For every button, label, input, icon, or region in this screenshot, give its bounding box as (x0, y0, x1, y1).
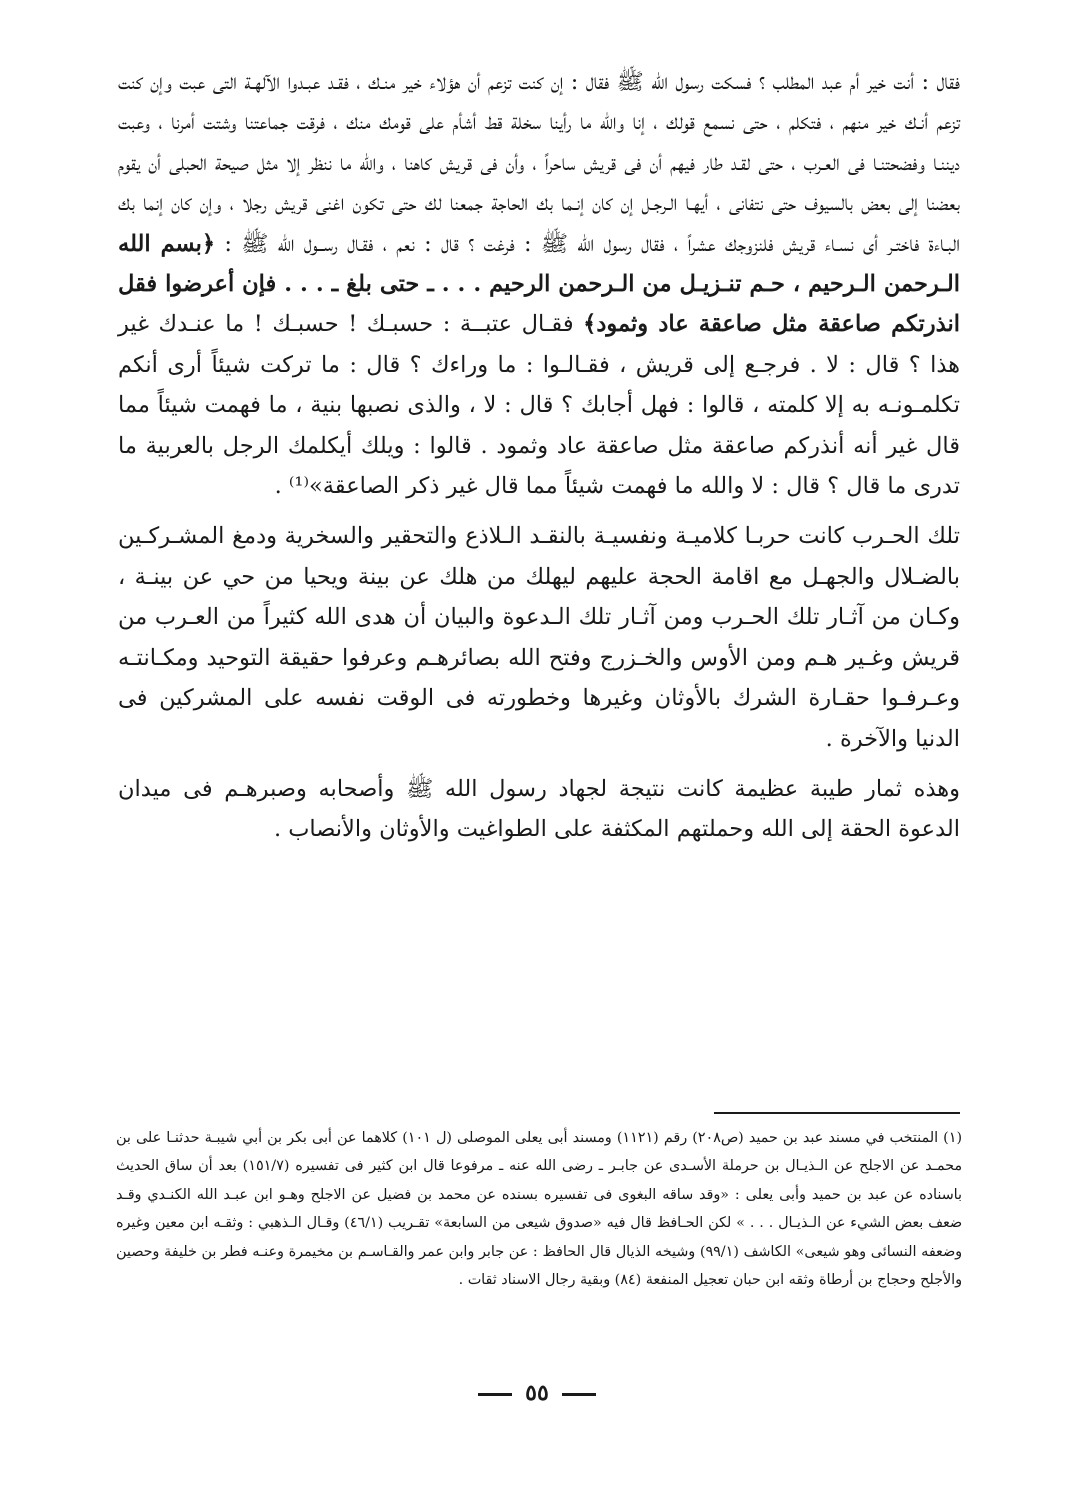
paragraph-3 (118, 769, 960, 850)
paragraph-3-text: وهذه ثمار طيبة عظيمة كانت نتيجة لجهاد رسول الله ﷺ وأصحابه وصبرهـم فى ميدان الدعوة الحقة إلى الله وحملتهم المكثفة على الطواغيت والأوثان والأنصاب . (118, 775, 960, 843)
main-text (118, 62, 960, 850)
footnote-1: (١) المنتخب في مسند عبد بن حميد (ص٢٠٨) رقم (١١٢١) ومسند أبى يعلى الموصلى (ل ١٠١) كلاهما عن أبى بكر بن أبي شيبـة حدثنـا على بن محمـد عن الاجلح عن الـذيـال بن حرملة الأسـدى عن جابـر ـ رضى الله عنه ـ مرفوعا قال ابن كثير فى تفسيره (١٥١/٧) بعد أن ساق الحديث باسناده عن عبد بن حميد وأبى يعلى : «وقد ساقه البغوى فى تفسيره بسنده عن محمد بن فضيل عن الاجلح وهـو ابن عبـد الله الكنـدي وقـد ضعف بعض الشيء عن الـذيـال . . . » لكن الحـافظ قال فيه «صدوق شيعى من السابعة» تقـريب (٤٦/١) وقـال الـذهبي : وثقـه ابن معين وغيره وضعفه النسائى وهو شيعى» الكاشف (٩٩/١) وشيخه الذيال قال الحافظ : عن جابر وابن عمر والقـاسـم بن مخيمرة وعنـه فطر بن خليفة وحصين والأجلح وحجاج بن أرطاة وثقه ابن حبان تعجيل المنفعة (٨٤) وبقية رجال الاسناد ثقات . (116, 1130, 963, 1289)
paragraph-1-text: فقال : أنت خير أم عبد المطلب ؟ فسكت رسول الله ﷺ فقال : إن كنت تزعم أن هؤلاء خير منـك ، فقـد عبـدوا الآلهـة التى عبت وإن كنت تزعم أنـك خير منهم ، فتكلم ، حتى نسمع قولك ، إنا والله ما رأينا سخلة قط أشأم على قومك منك ، فرقت جماعتنا وشتت أمرنا ، وعبت ديننـا وفضحتنـا فى العـرب ، حتى لقـد طار فيهم أن فى قريش ساحراً ، وأن فى قريش كاهنا ، والله ما ننظر إلا مثل صيحة الحبلى أن يقوم بعضنا إلى بعض بالسيوف حتى نتفانى ، أيهـا الـرجـل إن كان إنـما بك الحاجة جمعنا لك حتى تكون اغنى قريش رجلا ، وإن كان إنما بك البـاءة فاختـر أى نسـاء قريش فلنزوجك عشراً ، فقال رسول الله ﷺ : فرغت ؟ قال : نعم ، فقـال رســول الله ﷺ : (118, 69, 960, 257)
quran-quote: ﴿بسم الله الـرحمن الـرحيم ، حـم تنـزيـل من الـرحمن الرحيم . . . ـ حتى بلغ ـ . . . فإن أعرضوا فقل انذرتكم صاعقة مثل صاعقة عاد وثمود﴾ (118, 230, 961, 338)
page-number-dash-left (562, 1393, 596, 1396)
page-number (0, 1380, 1074, 1406)
page-number-value: ٥٥ (525, 1380, 549, 1406)
footnote-divider (714, 1112, 960, 1114)
footnotes (116, 1124, 962, 1294)
paragraph-1-continuation: فقـال عتبــة : حسبـك ! حسبـك ! ما عنـدك غير هذا ؟ قال : لا . فرجـع إلى قريش ، فقـالـوا : ما وراءك ؟ قال : ما تركت شيئاً أرى أنكم تكلمـونـه به إلا كلمته ، قالوا : فهل أجابك ؟ قال : لا ، والذى نصبها بنية ، ما فهمت شيئاً مما قال غير أنه أنذركم صاعقة مثل صاعقة عاد وثمود . قالوا : ويلك أيكلمك الرجل بالعربية ما تدرى ما قال ؟ قال : لا والله ما فهمت شيئاً مما قال غير ذكر الصاعقة»⁽¹⁾ . (118, 311, 960, 500)
paragraph-1 (118, 62, 960, 506)
paragraph-2 (118, 516, 960, 758)
paragraph-2-text: تلك الحـرب كانت حربـا كلاميـة ونفسيـة بالنقـد الـلاذع والتحقير والسخرية ودمغ المشـركـين بالضـلال والجهـل مع اقامة الحجة عليهم ليهلك من هلك عن بينة ويحيا من حي عن بينـة ، وكـان من آثـار تلك الحـرب ومن آثـار تلك الـدعوة والبيان أن هدى الله كثيراً من العـرب من قريش وغـير هـم ومن الأوس والخـزرج وفتح الله بصائرهـم وعرفوا حقيقة التوحيد ومكـانتـه وعـرفـوا حقـارة الشرك بالأوثان وغيرها وخطورته فى الوقت نفسه على المشركين فى الدنيا والآخرة . (118, 523, 960, 752)
page-number-dash-right (478, 1393, 512, 1396)
